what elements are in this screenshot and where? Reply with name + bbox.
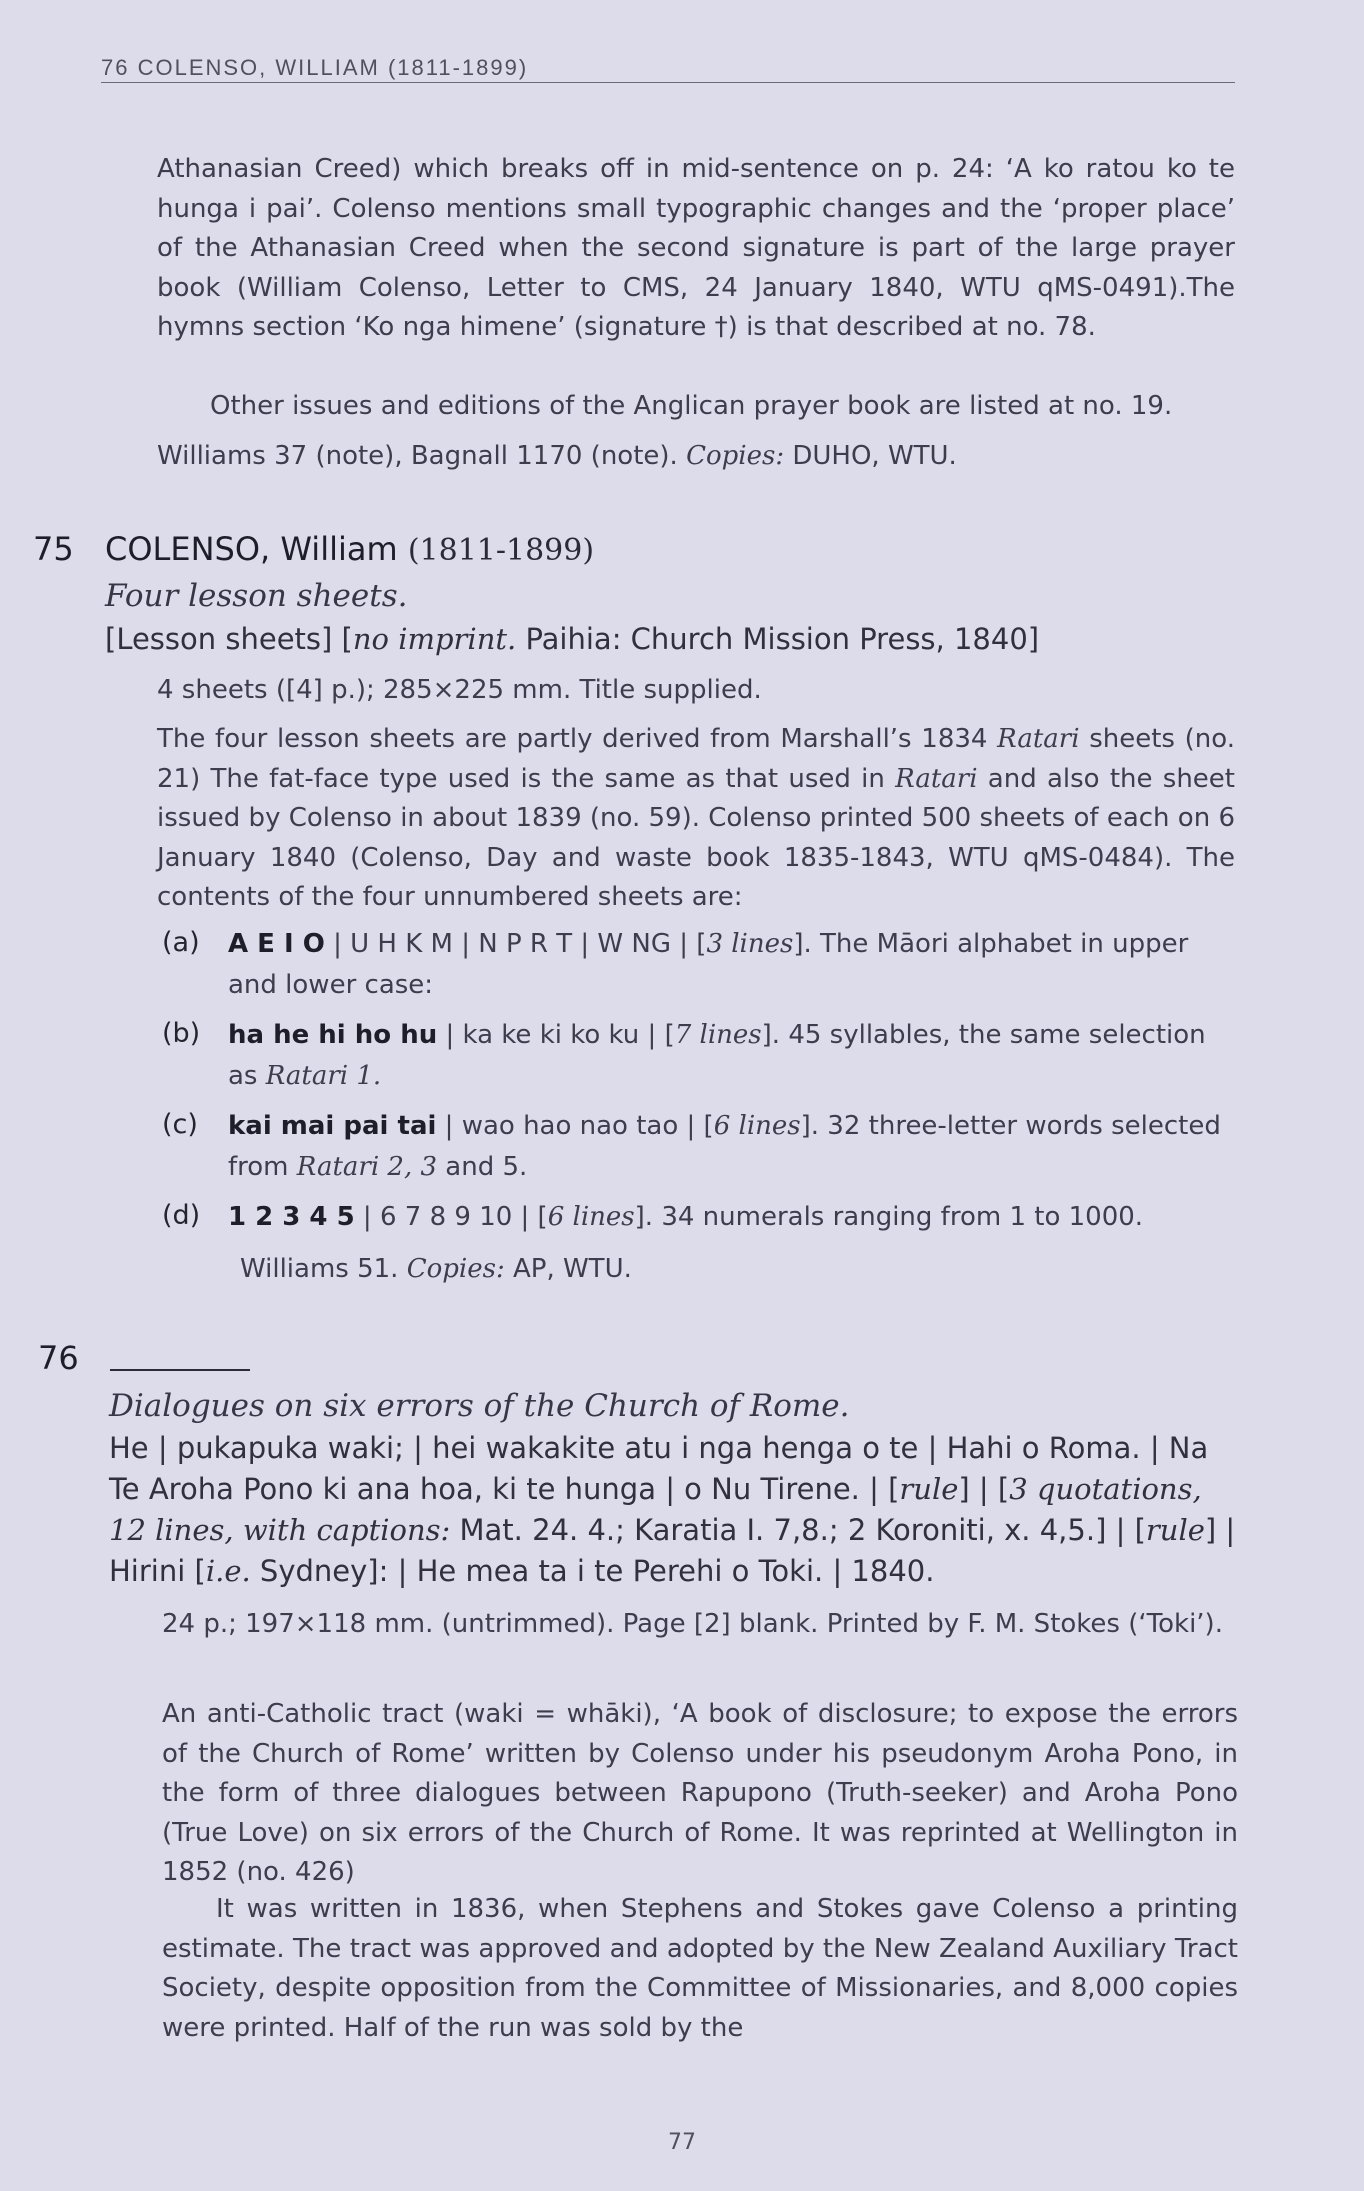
entry-title: Dialogues on six errors of the Church of Rome. xyxy=(109,1388,850,1424)
copies-label: Copies: xyxy=(406,1254,505,1284)
header-rule xyxy=(101,82,1235,83)
item-bold: ha he hi ho hu xyxy=(228,1020,438,1050)
note-part: sheets (no. 21) The fat-face type used is the same as that used in xyxy=(157,724,1236,794)
refs-text: Williams 51. xyxy=(240,1254,399,1284)
entry-note xyxy=(157,720,1235,918)
note-part: The four lesson sheets are partly derived from Marshall’s 1834 xyxy=(157,724,998,754)
transcription-part: Mat. 24. 4.; Karatia I. 7,8.; 2 Koroniti, x. 4,5.] | [ xyxy=(450,1513,1146,1547)
item-label: (b) xyxy=(162,1018,201,1049)
item-label: (d) xyxy=(162,1200,201,1231)
imprint-part: Paihia: Church Mission Press, 1840] xyxy=(516,622,1040,656)
continuation-refs xyxy=(157,437,1235,477)
copies-text: DUHO, WTU. xyxy=(792,441,957,471)
item-part: ]. 34 numerals ranging from 1 to 1000. xyxy=(634,1202,1144,1232)
item-label: (a) xyxy=(162,927,200,958)
item-text xyxy=(228,1197,1238,1238)
item-text xyxy=(228,924,1238,1006)
entry-note: An anti-Catholic tract (waki = whāki), ‘A book of disclosure; to expose the errors of the Church of Rome’ written by Colenso under his pseudonym Aroha Pono, in the form of three dialogues between Rapupono (Truth-seeker) and Aroha Pono (True Love) on six errors of the Church of Rome. It was reprinted at Wellington in 1852 (no. 426) xyxy=(162,1699,1238,1887)
entry-title: Four lesson sheets. xyxy=(105,578,408,614)
transcription-part: He | pukapuka waki; | hei wakakite atu i nga henga o te | Hahi o Roma. | Na Te Aroha Pono ki ana hoa, ki te hunga | o Nu Tirene. | [ xyxy=(109,1431,1209,1506)
imprint-italic: no imprint. xyxy=(352,622,517,656)
entry-imprint xyxy=(105,619,1235,660)
item-bold: kai mai pai tai xyxy=(228,1111,437,1141)
item-part: and 5. xyxy=(437,1152,528,1182)
note-italic: Ratari xyxy=(895,763,978,794)
item-label: (c) xyxy=(162,1109,198,1140)
item-italic: 6 lines xyxy=(713,1111,801,1141)
page-number: 77 xyxy=(668,2130,696,2155)
entry-collation: 24 p.; 197×118 mm. (untrimmed). Page [2] blank. Printed by F. M. Stokes (‘Toki’). xyxy=(162,1609,1223,1639)
note-part: and also the sheet issued by Colenso in about 1839 (no. 59). Colenso printed 500 sheets of each on 6 January 1840 (Colenso, Day and waste book 1835-1843, WTU qMS-0484). The contents of the four unnumbered sheets are: xyxy=(157,763,1235,912)
entry-transcription xyxy=(109,1428,1239,1592)
entry-number: 76 xyxy=(38,1339,79,1377)
item-italic: 3 lines xyxy=(706,929,794,959)
author-repeat-dash xyxy=(110,1359,250,1378)
item-part: ]. The Māori alphabet in upper and lower case: xyxy=(228,929,1189,1000)
copies-text: AP, WTU. xyxy=(512,1254,632,1284)
item-italic: Ratari 1. xyxy=(265,1061,382,1091)
entry-author xyxy=(105,530,594,568)
item-italic: 6 lines xyxy=(547,1202,635,1232)
other-issues-note: Other issues and editions of the Anglican prayer book are listed at no. 19. xyxy=(210,391,1173,421)
item-part: | wao hao nao tao | [ xyxy=(436,1111,714,1141)
entry-refs xyxy=(240,1250,1230,1290)
note-italic: Ratari xyxy=(997,724,1080,754)
item-text xyxy=(228,1015,1238,1097)
item-italic: Ratari 2, 3 xyxy=(296,1152,438,1182)
transcription-part: ] | Hirini [ xyxy=(109,1513,1236,1588)
author-name: COLENSO, William xyxy=(105,530,398,568)
entry-number: 75 xyxy=(33,530,74,568)
item-bold: A E I O xyxy=(228,929,325,959)
copies-label: Copies: xyxy=(686,441,785,471)
running-head: 76 COLENSO, WILLIAM (1811-1899) xyxy=(101,55,529,80)
entry-note: It was written in 1836, when Stephens and Stokes gave Colenso a printing estimate. The tract was approved and adopted by the New Zealand Auxiliary Tract Society, despite opposition from the Committee of Missionaries, and 8,000 copies were printed. Half of the run was sold by the xyxy=(162,1894,1238,2043)
item-part: | 6 7 8 9 10 | [ xyxy=(354,1202,548,1232)
item-bold: 1 2 3 4 5 xyxy=(228,1202,355,1232)
continuation-paragraph: Athanasian Creed) which breaks off in mid-sentence on p. 24: ‘A ko ratou ko te hunga i pai’. Colenso mentions small typographic changes and the ‘proper place’ of the Athanasian Creed when the second signature is part of the large prayer book (William Colenso, Letter to CMS, 24 January 1840, WTU qMS-0491).The hymns section ‘Ko nga himene’ (signature †) is that described at no. 78. xyxy=(157,154,1235,342)
item-part: | U H K M | N P R T | W NG | [ xyxy=(324,929,707,959)
imprint-part: [Lesson sheets] [ xyxy=(105,622,353,656)
transcription-italic: i.e. xyxy=(205,1554,251,1588)
refs-text: Williams 37 (note), Bagnall 1170 (note). xyxy=(157,441,678,471)
transcription-part: Sydney]: | He mea ta i te Perehi o Toki. | 1840. xyxy=(250,1554,935,1588)
entry-collation: 4 sheets ([4] p.); 285×225 mm. Title supplied. xyxy=(157,675,762,705)
item-part: ]. 45 syllables, the same selection as xyxy=(228,1020,1206,1091)
item-part: ]. 32 three-letter words selected from xyxy=(228,1111,1221,1182)
transcription-italic: rule xyxy=(899,1472,959,1506)
item-italic: 7 lines xyxy=(674,1020,762,1050)
author-dates: (1811-1899) xyxy=(407,533,595,568)
transcription-italic: 3 quotations, 12 lines, with captions: xyxy=(109,1472,1202,1547)
item-text xyxy=(228,1106,1238,1188)
transcription-italic: rule xyxy=(1145,1513,1205,1547)
item-part: | ka ke ki ko ku | [ xyxy=(437,1020,675,1050)
transcription-part: ] | [ xyxy=(958,1472,1010,1506)
